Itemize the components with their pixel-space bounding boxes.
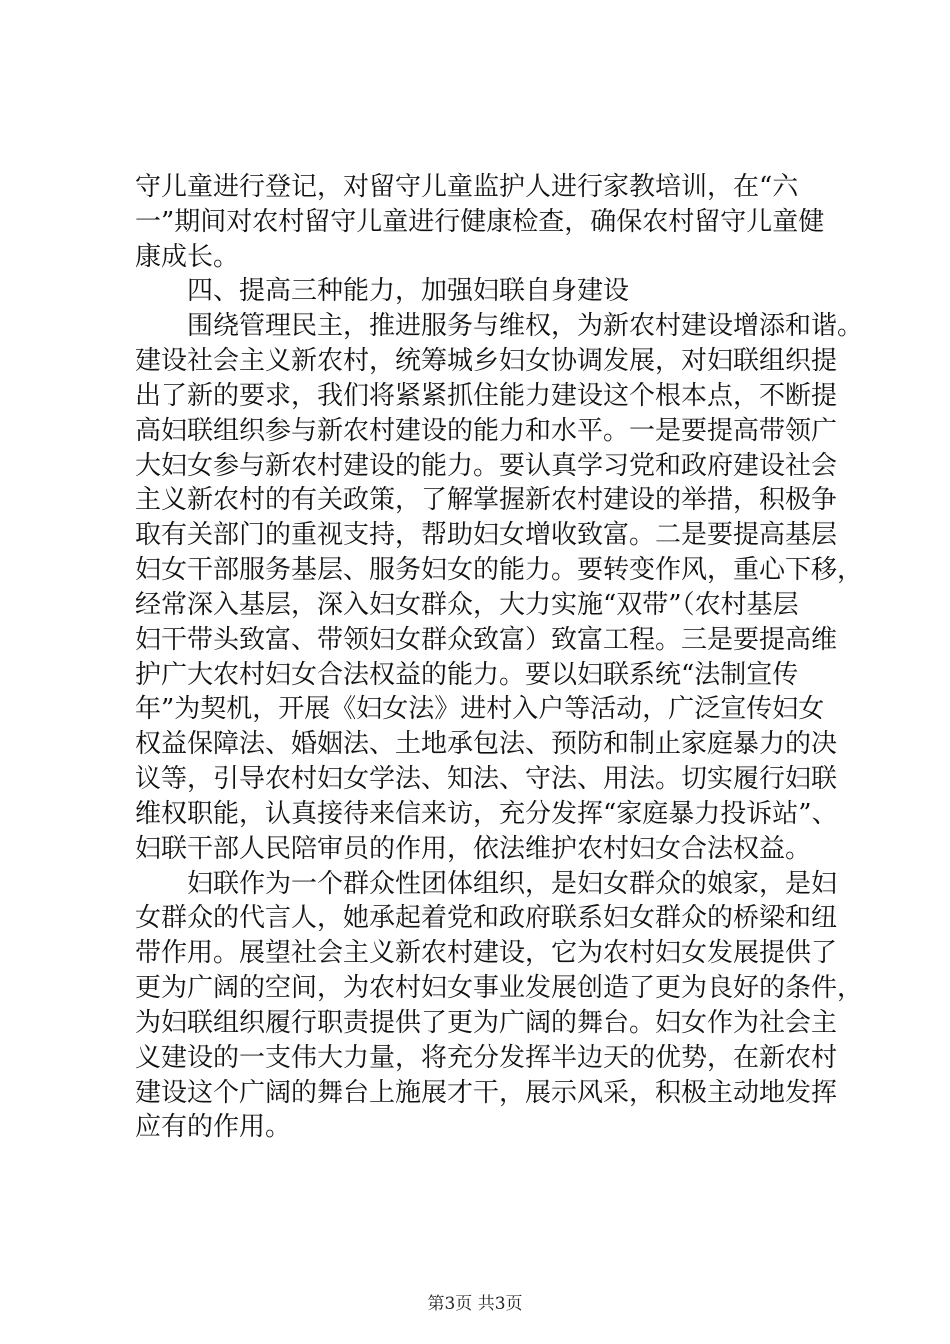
text-line: 一”期间对农村留守儿童进行健康检查，确保农村留守儿童健 <box>135 207 825 237</box>
text-line: 守儿童进行登记，对留守儿童监护人进行家教培训，在“六 <box>135 172 799 202</box>
text-line: 大妇女参与新农村建设的能力。要认真学习党和政府建设社会 <box>135 451 838 481</box>
page-number-footer: 第3页 共3页 <box>427 1294 523 1314</box>
text-line: 出了新的要求，我们将紧紧抓住能力建设这个根本点，不断提 <box>135 381 838 411</box>
text-line: 建设这个广阔的舞台上施展才干，展示风采，积极主动地发挥 <box>135 1078 838 1108</box>
text-line: 年”为契机，开展《妇女法》进村入户等活动，广泛宣传妇女 <box>135 694 825 724</box>
text-line: 经常深入基层，深入妇女群众，大力实施“双带”（农村基层 <box>135 590 799 620</box>
text-line: 权益保障法、婚姻法、土地承包法、预防和制止家庭暴力的决 <box>135 729 838 759</box>
text-line: 护广大农村妇女合法权益的能力。要以妇联系统“法制宣传 <box>135 660 799 690</box>
text-line: 妇联作为一个群众性团体组织，是妇女群众的娘家，是妇 <box>135 869 838 899</box>
text-line: 妇联干部人民陪审员的作用，依法维护农村妇女合法权益。 <box>135 834 812 864</box>
text-line: 为妇联组织履行职责提供了更为广阔的舞台。妇女作为社会主 <box>135 1008 838 1038</box>
text-line: 妇女干部服务基层、服务妇女的能力。要转变作风，重心下移， <box>135 555 864 585</box>
section-heading: 四、提高三种能力，加强妇联自身建设 <box>135 276 630 306</box>
text-line: 围绕管理民主，推进服务与维权，为新农村建设增添和谐。 <box>135 311 864 341</box>
text-line: 带作用。展望社会主义新农村建设，它为农村妇女发展提供了 <box>135 938 838 968</box>
text-line: 妇干带头致富、带领妇女群众致富）致富工程。三是要提高维 <box>135 625 838 655</box>
text-line: 康成长。 <box>135 242 240 272</box>
text-line: 建设社会主义新农村，统筹城乡妇女协调发展，对妇联组织提 <box>135 346 838 376</box>
text-line: 应有的作用。 <box>135 1112 292 1142</box>
text-line: 主义新农村的有关政策，了解掌握新农村建设的举措，积极争 <box>135 485 838 515</box>
text-line: 更为广阔的空间，为农村妇女事业发展创造了更为良好的条件， <box>135 973 864 1003</box>
text-line: 高妇联组织参与新农村建设的能力和水平。一是要提高带领广 <box>135 416 838 446</box>
text-line: 维权职能，认真接待来信来访，充分发挥“家庭暴力投诉站”、 <box>135 799 838 829</box>
text-line: 取有关部门的重视支持，帮助妇女增收致富。二是要提高基层 <box>135 520 838 550</box>
text-line: 义建设的一支伟大力量，将充分发挥半边天的优势，在新农村 <box>135 1043 838 1073</box>
text-line: 议等，引导农村妇女学法、知法、守法、用法。切实履行妇联 <box>135 764 838 794</box>
text-line: 女群众的代言人，她承起着党和政府联系妇女群众的桥梁和纽 <box>135 903 838 933</box>
